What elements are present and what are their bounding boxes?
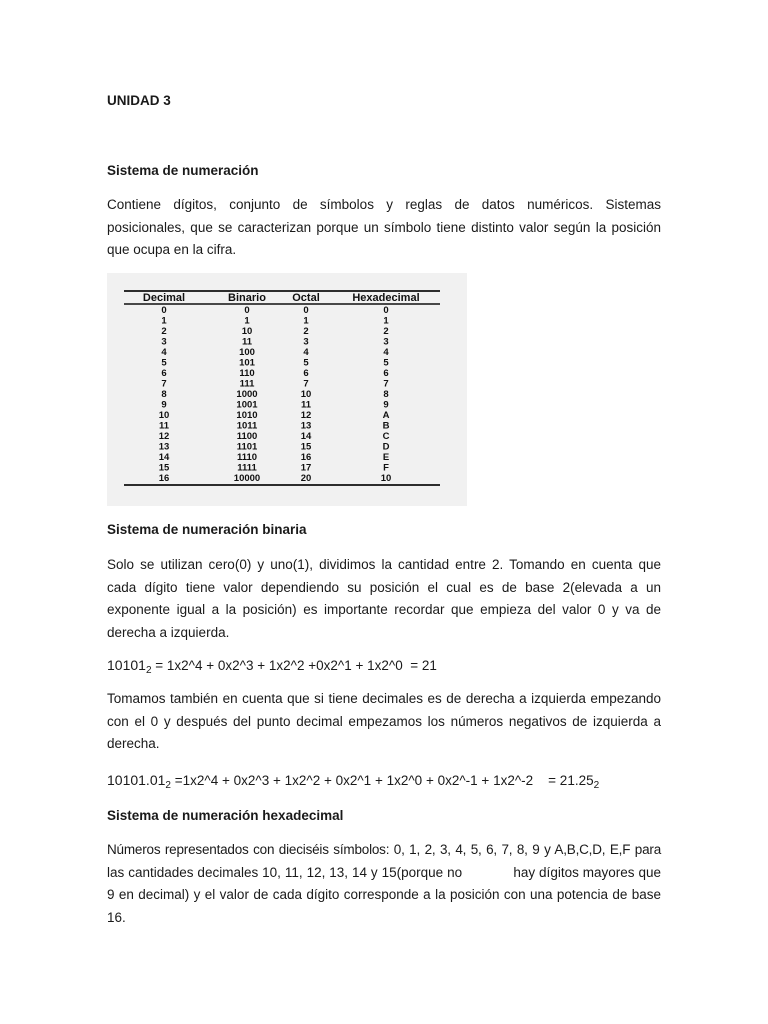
table-cell: 1 (244, 315, 250, 327)
text-line: exponente igual a la posición) es importante recordar que empieza del valor 0 y va de (107, 602, 661, 617)
table-cell: 0 (244, 305, 250, 316)
table-cell: 111 (239, 378, 255, 390)
table-cell: 10000 (233, 473, 261, 484)
table-cell: 6 (383, 368, 389, 379)
section-heading-numeracion: Sistema de numeración (107, 163, 259, 178)
table-cell: D (382, 441, 390, 453)
formula-expansion: =1x2^4 + 0x2^3 + 1x2^2 + 0x2^1 + 1x2^0 + 0x2^-1 + 1x2^-2 = 21.25 (170, 773, 594, 788)
binary-formula-integer (107, 657, 661, 676)
table-cell: 0 (303, 305, 309, 316)
number-systems-table-image (107, 273, 467, 506)
table-cell: 110 (239, 368, 255, 379)
table-cell: 15 (300, 441, 312, 453)
table-cell: 1 (161, 315, 167, 327)
table-cell: 101 (239, 357, 255, 369)
table-cell: 6 (303, 368, 309, 379)
table-cell: 12 (158, 431, 170, 442)
text-line: 16. (107, 909, 126, 925)
table-cell: 13 (158, 441, 170, 453)
table-cell: 10 (241, 326, 253, 337)
table-cell: 4 (303, 347, 309, 358)
table-cell: 8 (383, 389, 389, 400)
table-cell: 9 (161, 399, 167, 411)
table-cell: 17 (300, 462, 312, 474)
table-header-cell: Hexadecimal (352, 292, 420, 304)
table-cell: 1011 (236, 420, 258, 432)
table-cell: 3 (161, 336, 167, 348)
text-line: Números representados con dieciséis símbolos: 0, 1, 2, 3, 4, 5, 6, 7, 8, 9 y A,B,C,D, E,F para (107, 842, 661, 857)
unit-title: UNIDAD 3 (107, 93, 171, 108)
formula-expansion: = 1x2^4 + 0x2^3 + 1x2^2 +0x2^1 + 1x2^0 = 21 (151, 658, 437, 673)
table-cell: 12 (300, 410, 312, 421)
section-heading-binaria: Sistema de numeración binaria (107, 522, 307, 537)
table-cell: 100 (239, 347, 255, 358)
table-cell: 1000 (236, 389, 258, 400)
table-cell: 8 (161, 389, 167, 400)
table-cell: 1 (303, 315, 309, 327)
table-cell: 16 (300, 452, 312, 463)
result-subscript: 2 (593, 780, 600, 791)
table-cell: 1010 (236, 410, 258, 421)
table-cell: 10 (300, 389, 312, 400)
table-cell: 5 (161, 357, 167, 369)
table-cell: 14 (300, 431, 312, 442)
table-cell: 2 (383, 326, 389, 337)
table-cell: 4 (161, 347, 167, 358)
table-cell: 0 (383, 305, 389, 316)
formula-subscript: 2 (145, 665, 152, 676)
table-cell: 0 (161, 305, 167, 316)
table-cell: 13 (300, 420, 312, 432)
table-cell: F (383, 462, 389, 474)
table-cell: 14 (158, 452, 170, 463)
table-cell: 11 (300, 399, 312, 411)
binary-formula-fraction (107, 772, 661, 791)
table-cell: 7 (303, 378, 309, 390)
text-line: derecha. (107, 736, 160, 751)
formula-base: 10101 (107, 657, 146, 673)
paragraph-decimales (107, 688, 661, 756)
table-cell: 16 (158, 473, 170, 484)
table-cell: 10 (158, 410, 170, 421)
table-cell: 2 (161, 326, 167, 337)
text-line: que ocupa en la cifra. (107, 242, 237, 257)
table-cell: 1110 (236, 452, 258, 463)
table-cell: 11 (158, 420, 170, 432)
table-cell: B (382, 420, 390, 432)
table-cell: 7 (161, 378, 167, 390)
text-line: Contiene dígitos, conjunto de símbolos y reglas de datos numéricos. Sistemas (107, 197, 661, 212)
paragraph-binaria (107, 554, 661, 644)
text-line: posicionales, que se caracterizan porque un símbolo tiene distinto valor según la posición (107, 219, 661, 235)
table-cell: 3 (383, 336, 389, 348)
text-line: las cantidades decimales 10, 11, 12, 13, 14 y 15(porque no hay dígitos mayores que (107, 864, 661, 880)
text-line: cada dígito tiene valor dependiendo su posición el cual es de base 2(elevada a un (107, 579, 661, 595)
table-cell: C (382, 431, 390, 442)
paragraph-numeracion (107, 194, 661, 262)
table-cell: E (382, 452, 390, 463)
table-cell: 10 (380, 473, 392, 484)
table-cell: 5 (303, 357, 309, 369)
text-line: Solo se utilizan cero(0) y uno(1), dividimos la cantidad entre 2. Tomando en cuenta que (107, 557, 661, 572)
number-systems-table (107, 273, 467, 506)
table-cell: 6 (161, 368, 167, 379)
text-line: Tomamos también en cuenta que si tiene decimales es de derecha a izquierda empezando (107, 691, 661, 706)
table-header-cell: Binario (228, 292, 266, 304)
section-heading-hexadecimal: Sistema de numeración hexadecimal (107, 808, 344, 823)
paragraph-hexadecimal (107, 839, 661, 929)
table-cell: 1001 (236, 399, 258, 411)
table-cell: 4 (383, 347, 389, 358)
table-cell: 9 (383, 399, 389, 411)
text-line: 9 en decimal) y el valor de cada dígito corresponde a la posición con una potencia de base (107, 887, 661, 902)
table-cell: 15 (158, 462, 170, 474)
table-cell: 5 (383, 357, 389, 369)
text-line: con el 0 y después del punto decimal empezamos los números negativos de izquierda a (107, 713, 661, 729)
table-cell: 7 (383, 378, 389, 390)
table-header-cell: Octal (292, 292, 320, 304)
formula-base: 10101.01 (107, 772, 166, 788)
table-cell: 3 (303, 336, 309, 348)
table-cell: 1111 (237, 462, 257, 474)
table-cell: 20 (300, 473, 312, 484)
text-line: derecha a izquierda. (107, 624, 230, 640)
table-cell: 1101 (236, 441, 258, 453)
table-cell: 1100 (236, 431, 258, 442)
table-header-cell: Decimal (142, 292, 186, 304)
table-cell: A (382, 410, 390, 421)
table-cell: 11 (241, 336, 253, 348)
table-cell: 1 (383, 315, 389, 327)
table-cell: 2 (303, 326, 309, 337)
formula-subscript: 2 (165, 780, 171, 791)
